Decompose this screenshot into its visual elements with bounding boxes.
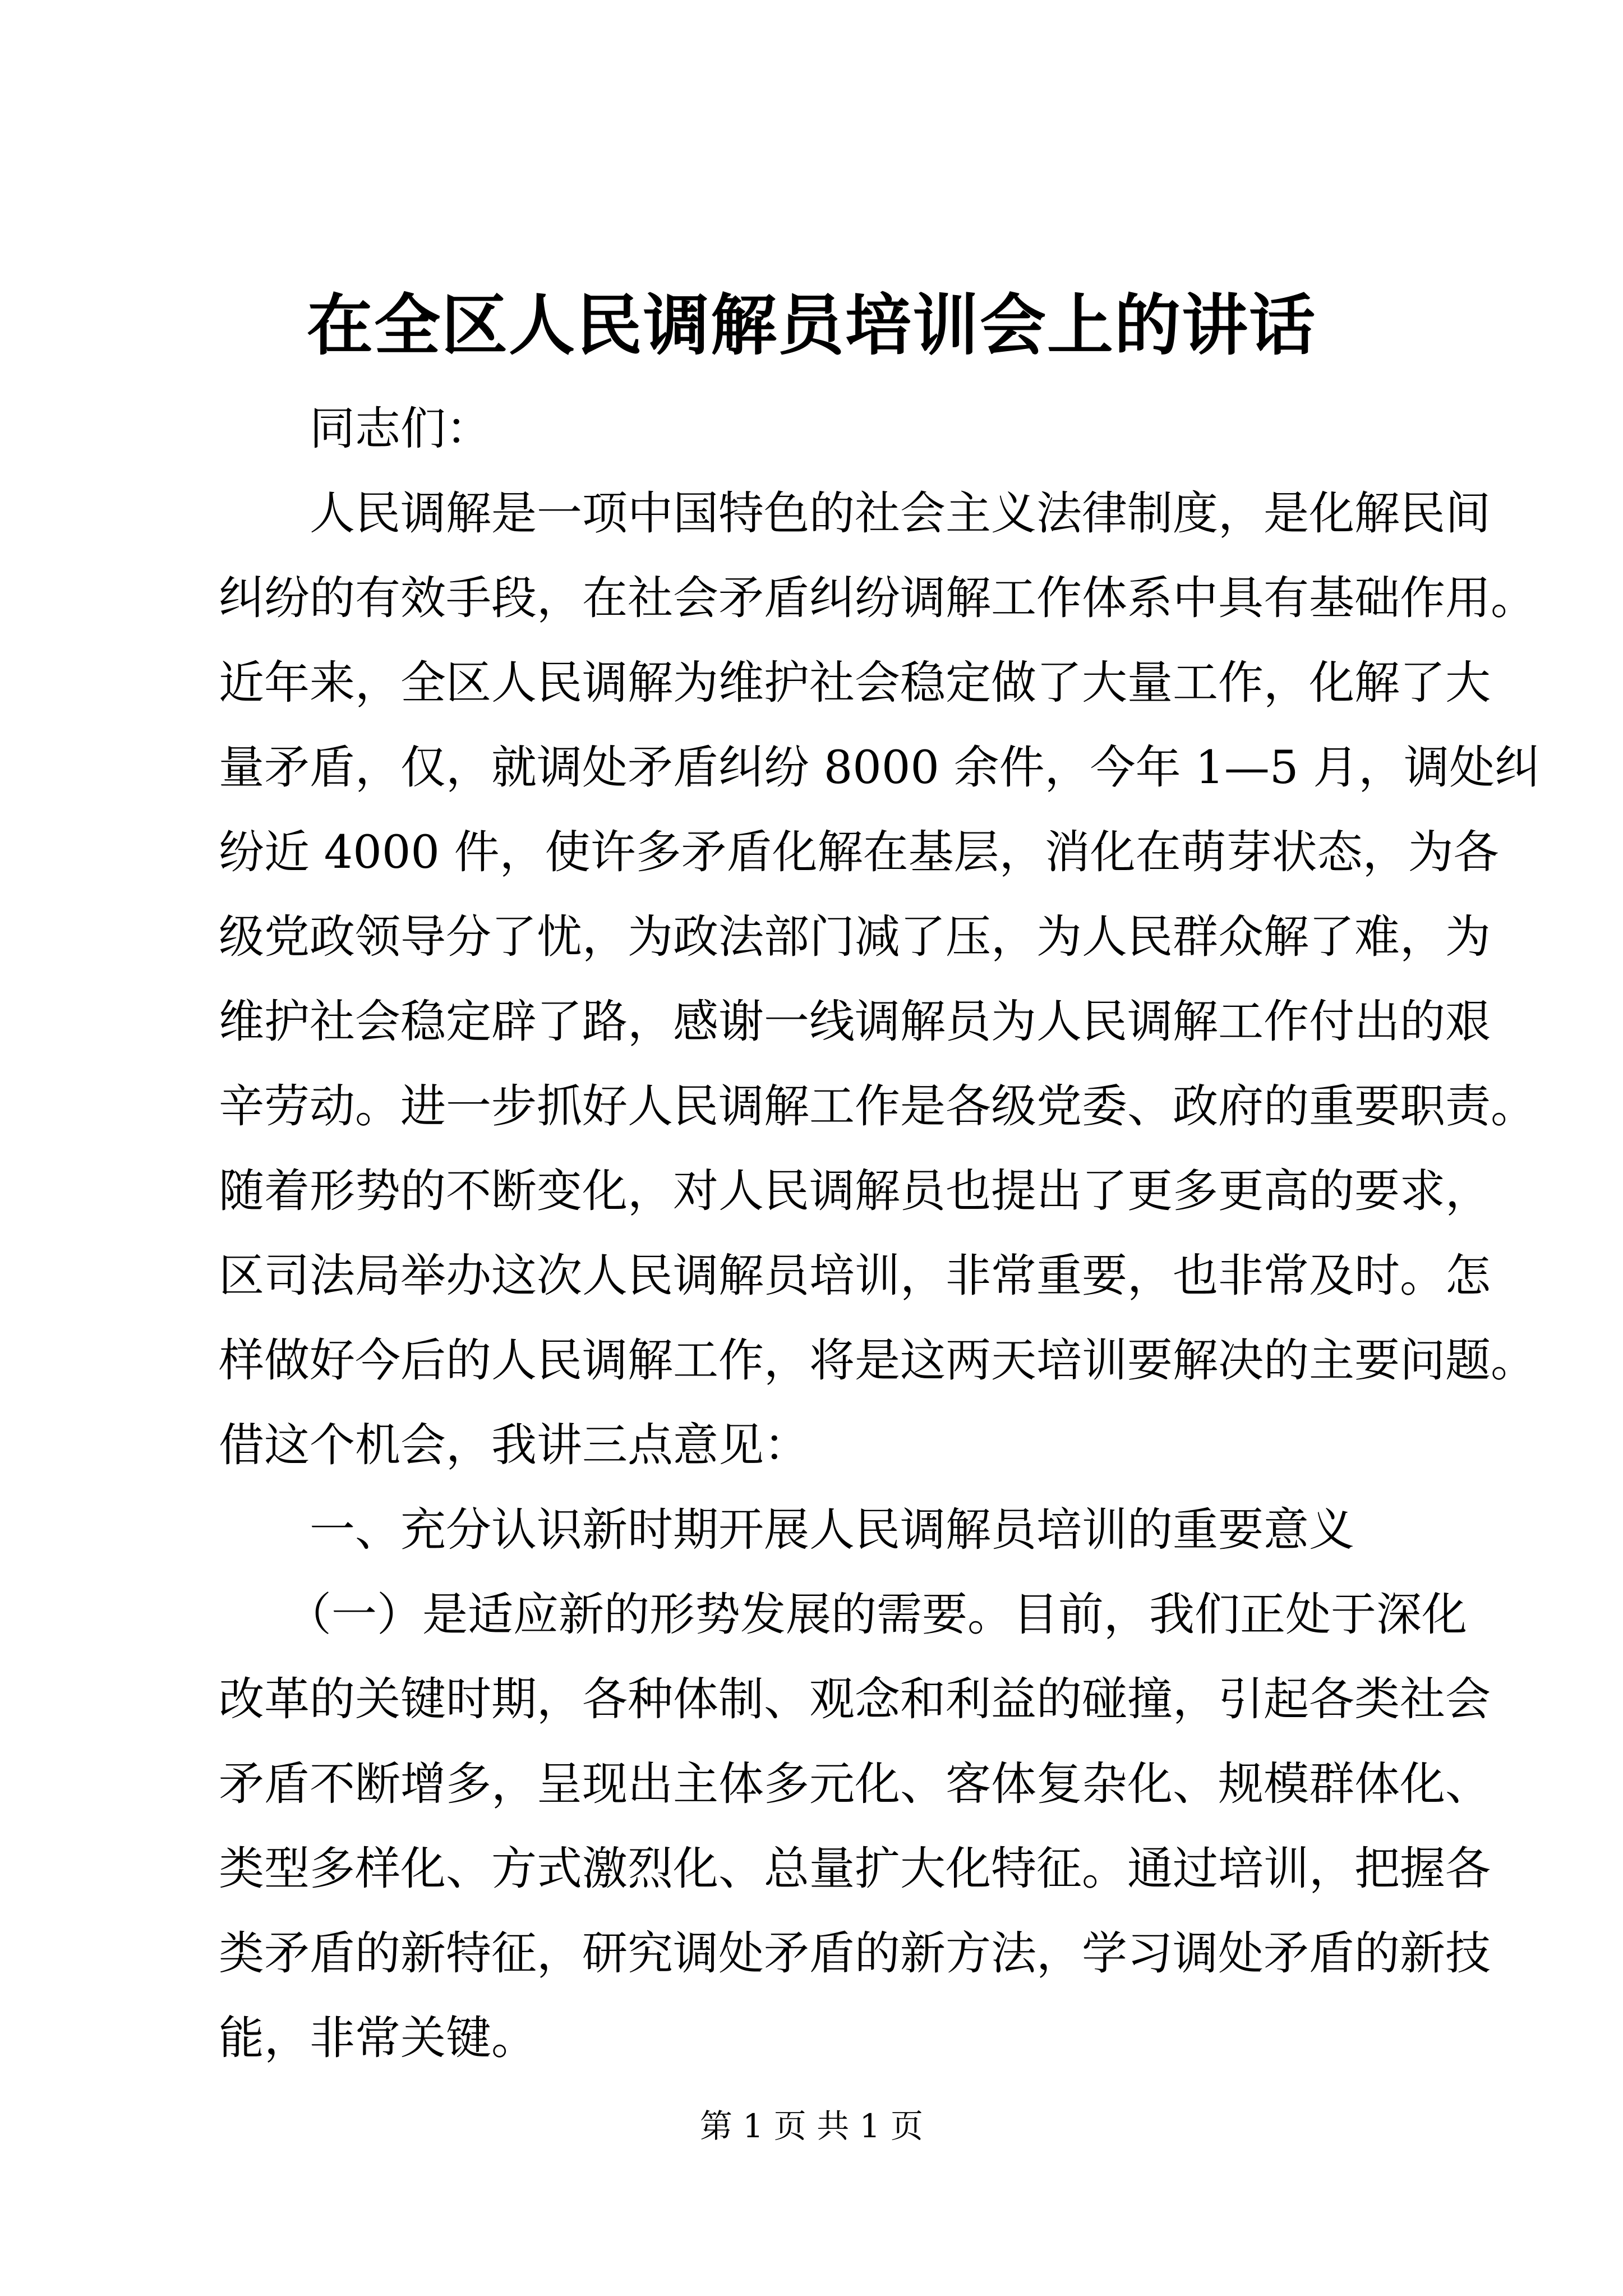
paragraph-line: 借这个机会，我讲三点意见：: [219, 1419, 810, 1472]
paragraph-line: 类矛盾的新特征，研究调处矛盾的新方法，学习调处矛盾的新技: [219, 1927, 1491, 1980]
page-footer: 第 1 页 共 1 页: [700, 2107, 923, 2145]
paragraph-line: 人民调解是一项中国特色的社会主义法律制度，是化解民间: [310, 487, 1491, 540]
paragraph-line: 样做好今后的人民调解工作，将是这两天培训要解决的主要问题。: [219, 1335, 1537, 1387]
paragraph-line: 类型多样化、方式激烈化、总量扩大化特征。通过培训，把握各: [219, 1843, 1491, 1895]
paragraph-line: 近年来，全区人民调解为维护社会稳定做了大量工作，化解了大: [219, 657, 1491, 710]
paragraph-line: 能，非常关键。: [219, 2012, 537, 2065]
document-body: [219, 387, 1541, 2081]
paragraph-line: 矛盾不断增多，呈现出主体多元化、客体复杂化、规模群体化、: [219, 1758, 1491, 1811]
paragraph-line: 纷近 4000 件，使许多矛盾化解在基层，消化在萌芽状态，为各: [219, 826, 1499, 879]
paragraph-line: 维护社会稳定辟了路，感谢一线调解员为人民调解工作付出的艰: [219, 996, 1491, 1048]
paragraph-line: （一）是适应新的形势发展的需要。目前，我们正处于深化: [286, 1589, 1468, 1641]
paragraph-line: 随着形势的不断变化，对人民调解员也提出了更多更高的要求，: [219, 1165, 1491, 1218]
document-title: 在全区人民调解员培训会上的讲话: [306, 286, 1316, 364]
paragraph-line: 改革的关键时期，各种体制、观念和利益的碰撞，引起各类社会: [219, 1673, 1491, 1726]
section-heading: 一、充分认识新时期开展人民调解员培训的重要意义: [310, 1504, 1355, 1557]
paragraph-line: 纠纷的有效手段，在社会矛盾纠纷调解工作体系中具有基础作用。: [219, 572, 1537, 625]
paragraph-line: 量矛盾，仅，就调处矛盾纠纷 8000 余件，今年 1—5 月，调处纠: [219, 742, 1541, 794]
salutation-line: 同志们：: [310, 403, 492, 455]
paragraph-line: 区司法局举办这次人民调解员培训，非常重要，也非常及时。怎: [219, 1250, 1491, 1303]
paragraph-line: 辛劳动。进一步抓好人民调解工作是各级党委、政府的重要职责。: [219, 1080, 1537, 1133]
paragraph-line: 级党政领导分了忧，为政法部门减了压，为人民群众解了难，为: [219, 911, 1491, 964]
